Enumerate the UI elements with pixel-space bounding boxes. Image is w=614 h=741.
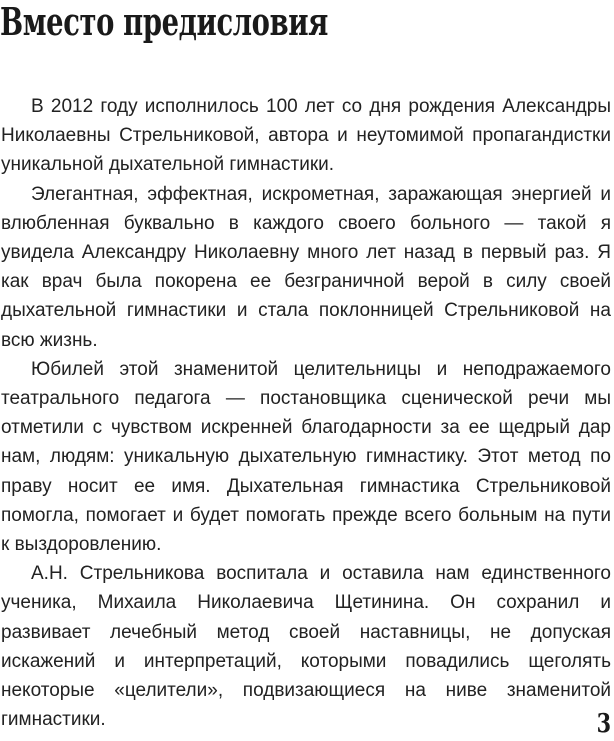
chapter-title: Вместо предисловия bbox=[0, 0, 329, 44]
paragraph: В 2012 году исполнилось 100 лет со дня рождения Александры Николаевны Стрельниковой, автора и неутомимой пропагандистки уникальной дыхательной гимнастики. bbox=[1, 96, 611, 176]
paragraph: А.Н. Стрельникова воспитала и оставила нам единственного ученика, Михаила Николаевича Щетинина. Он сохранил и развивает лечебный метод своей наставницы, не допуская искажений и интерпретаций, которыми повадились щеголять некоторые «целители», подвизающиеся на ниве знаменитой гимнастики. bbox=[1, 563, 611, 731]
paragraph: Элегантная, эффектная, искрометная, заражающая энергией и влюбленная буквально в каждого своего больного — такой я увидела Александру Николаевну много лет назад в первый раз. Я как врач была покорена ее безграничной верой в силу своей дыхательной гимнастики и стала поклонницей Стрельниковой на всю жизнь. bbox=[1, 183, 611, 351]
body-text bbox=[1, 92, 611, 734]
paragraph: Юбилей этой знаменитой целительницы и неподражаемого театрального педагога — постановщика сценической речи мы отметили с чувством искренней благодарности за ее щедрый дар нам, людям: уникальную дыхательную гимнастику. Этот метод по праву носит ее имя. Дыхательная гимнастика Стрельниковой помогла, помогает и будет помогать прежде всего больным на пути к выздоровлению. bbox=[1, 358, 611, 556]
page-number: 3 bbox=[596, 709, 611, 739]
